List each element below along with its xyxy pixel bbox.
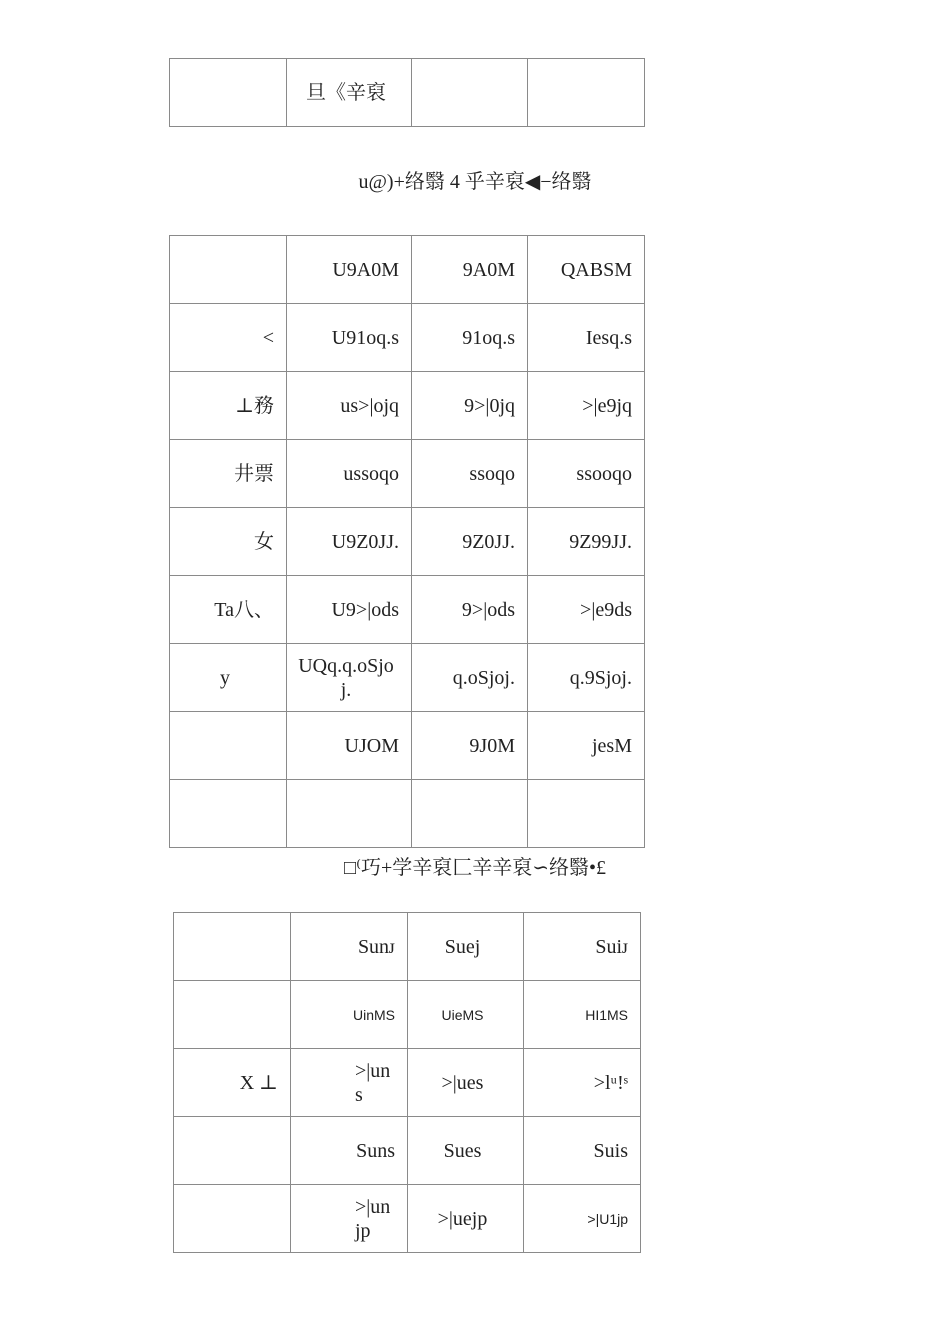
- table-cell: 井票: [170, 440, 287, 508]
- table-cell: [170, 59, 287, 127]
- table-caption-2: □⁽巧+学辛裒匚辛辛裒∽络翳•£: [343, 857, 607, 879]
- table-cell: >|e9ds: [528, 576, 645, 644]
- table-cell: [287, 780, 412, 848]
- table-cell: <: [170, 304, 287, 372]
- table-cell: y: [170, 644, 287, 712]
- table-cell: [174, 1185, 291, 1253]
- table-row: [170, 576, 645, 644]
- table-cell: [174, 981, 291, 1049]
- table-cell: q.9Sjoj.: [528, 644, 645, 712]
- table-cell: 9A0M: [412, 236, 528, 304]
- table-cell: 9Z0JJ.: [412, 508, 528, 576]
- table-cell: 9J0M: [412, 712, 528, 780]
- table-cell: UQq.q.oSjoj.: [287, 644, 412, 712]
- table-cell: Suiᴊ: [524, 913, 641, 981]
- table-cell: ussoqo: [287, 440, 412, 508]
- table-row: [170, 236, 645, 304]
- table-cell: >|e9jq: [528, 372, 645, 440]
- table-cell: ⊥務: [170, 372, 287, 440]
- table-cell: ssoqo: [412, 440, 528, 508]
- table-row: [174, 1185, 641, 1253]
- table-cell: [174, 913, 291, 981]
- table-row: [170, 712, 645, 780]
- table-cell: HI1MS: [524, 981, 641, 1049]
- table-cell: 女: [170, 508, 287, 576]
- table-cell: >|ues: [408, 1049, 524, 1117]
- table-row: [170, 780, 645, 848]
- table-cell: Suns: [291, 1117, 408, 1185]
- table-cell: >|unjp: [291, 1185, 408, 1253]
- table-row: [174, 913, 641, 981]
- table-row: [170, 304, 645, 372]
- table-cell: 9>|0jq: [412, 372, 528, 440]
- table-cell: us>|ojq: [287, 372, 412, 440]
- table-bottom: [173, 912, 641, 1253]
- table-cell: q.oSjoj.: [412, 644, 528, 712]
- table-row: [170, 644, 645, 712]
- table-row: [174, 981, 641, 1049]
- table-top: [169, 58, 645, 127]
- table-cell: ssooqo: [528, 440, 645, 508]
- table-cell: [412, 780, 528, 848]
- table-cell: >|uejp: [408, 1185, 524, 1253]
- table-cell: Iesq.s: [528, 304, 645, 372]
- table-cell: [412, 59, 528, 127]
- table-cell: [170, 236, 287, 304]
- table-caption-1: u@)+络翳 4 乎辛裒◀−络翳: [358, 171, 592, 193]
- table-main: [169, 235, 645, 848]
- table-cell: UinMS: [291, 981, 408, 1049]
- table-cell: U9A0M: [287, 236, 412, 304]
- table-row: [174, 1117, 641, 1185]
- table-cell: jesM: [528, 712, 645, 780]
- table-cell: X ⊥: [174, 1049, 291, 1117]
- table-row: [170, 508, 645, 576]
- table-cell: UJOM: [287, 712, 412, 780]
- table-cell: [174, 1117, 291, 1185]
- table-cell: 91oq.s: [412, 304, 528, 372]
- table-cell: Sunᴊ: [291, 913, 408, 981]
- table-cell: >lᵘ!ˢ: [524, 1049, 641, 1117]
- table-cell: >|U1jp: [524, 1185, 641, 1253]
- table-cell: Sues: [408, 1117, 524, 1185]
- table-cell: U9>|ods: [287, 576, 412, 644]
- table-cell: 9Z99JJ.: [528, 508, 645, 576]
- table-row: [174, 1049, 641, 1117]
- table-cell: [528, 780, 645, 848]
- table-cell: [170, 712, 287, 780]
- table-cell: >|uns: [291, 1049, 408, 1117]
- table-cell: 旦《辛裒: [287, 59, 412, 127]
- table-row: [170, 59, 645, 127]
- table-cell: Suis: [524, 1117, 641, 1185]
- table-cell: [170, 780, 287, 848]
- table-cell: Suej: [408, 913, 524, 981]
- table-cell: QABSM: [528, 236, 645, 304]
- table-cell: U91oq.s: [287, 304, 412, 372]
- table-row: [170, 372, 645, 440]
- table-cell: [528, 59, 645, 127]
- table-cell: U9Z0JJ.: [287, 508, 412, 576]
- table-cell: UieMS: [408, 981, 524, 1049]
- table-row: [170, 440, 645, 508]
- table-cell: Ta八、: [170, 576, 287, 644]
- table-cell: 9>|ods: [412, 576, 528, 644]
